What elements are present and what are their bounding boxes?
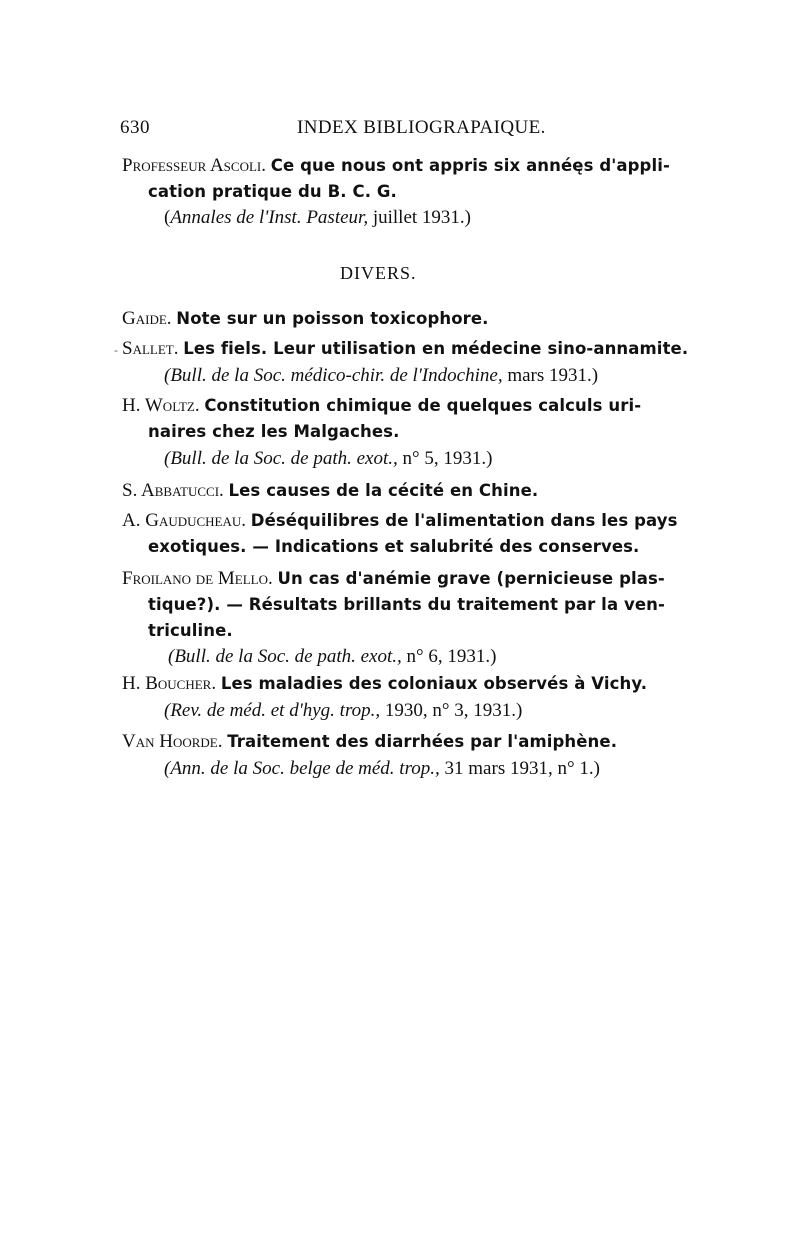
entry-author: Sallet. xyxy=(122,338,179,359)
entry-line xyxy=(122,479,538,503)
entry-citation: (Bull. de la Soc. de path. exot., n° 5, 1931.) xyxy=(164,448,493,469)
entry-citation: (Bull. de la Soc. médico-chir. de l'Indochine, mars 1931.) xyxy=(164,365,599,386)
entry-author: Froilano de Mello. xyxy=(122,568,273,589)
entry-line xyxy=(122,509,678,533)
entry-title-cont: naires chez les Malgaches. xyxy=(148,422,400,441)
section-heading: DIVERS. xyxy=(340,263,417,283)
entry-line xyxy=(148,593,665,617)
entry-title-cont: exotiques. — Indications et salubrité des conserves. xyxy=(148,537,640,556)
entry-author: A. Gauducheau. xyxy=(122,510,247,531)
entry-title: Un cas d'anémie grave (pernicieuse plas- xyxy=(277,569,665,588)
entry-line xyxy=(148,619,233,643)
entry-title: Ce que nous ont appris six annéęs d'appli- xyxy=(270,156,670,175)
entry-title: Les fiels. Leur utilisation en médecine sino-annamite. xyxy=(183,339,689,358)
page-number: 630 xyxy=(120,117,150,138)
entry-author: H. Boucher. xyxy=(122,673,217,694)
entry-title: Les maladies des coloniaux observés à Vichy. xyxy=(220,674,648,693)
entry-line xyxy=(148,535,639,559)
entry-line xyxy=(148,180,397,204)
entry-line xyxy=(148,420,399,444)
entry-line xyxy=(122,730,617,754)
entry-citation: (Annales de l'Inst. Pasteur, juillet 1931.) xyxy=(164,207,471,228)
entry-title: Déséquilibres de l'alimentation dans les pays xyxy=(250,511,678,530)
entry-title: Note sur un poisson toxicophore. xyxy=(176,309,489,328)
entry-author: Van Hoorde. xyxy=(122,731,223,752)
entry-line xyxy=(122,154,670,178)
entry-line xyxy=(122,394,641,418)
entry-line xyxy=(122,337,688,361)
running-title: INDEX BIBLIOGRAPAIQUE. xyxy=(297,117,546,138)
margin-mark: - xyxy=(114,343,118,357)
entry-line xyxy=(122,567,665,591)
entry-line xyxy=(122,307,489,331)
entry-title-cont: tique?). — Résultats brillants du traitement par la ven- xyxy=(148,595,665,614)
page-header xyxy=(120,117,680,143)
entry-citation: (Rev. de méd. et d'hyg. trop., 1930, n° 3, 1931.) xyxy=(164,700,523,721)
entry-title: Traitement des diarrhées par l'amiphène. xyxy=(227,732,618,751)
entry-author: Gaide. xyxy=(122,308,172,329)
entry-title: Constitution chimique de quelques calculs uri- xyxy=(204,396,642,415)
entry-line xyxy=(122,672,647,696)
entry-title: Les causes de la cécité en Chine. xyxy=(228,481,539,500)
entry-author: H. Woltz. xyxy=(122,395,200,416)
entry-author: Professeur Ascoli. xyxy=(122,155,266,176)
entry-citation: (Ann. de la Soc. belge de méd. trop., 31 mars 1931, n° 1.) xyxy=(164,758,600,779)
entry-title-cont: cation pratique du B. C. G. xyxy=(148,182,397,201)
entry-citation: (Bull. de la Soc. de path. exot., n° 6, 1931.) xyxy=(168,646,497,667)
entry-title-cont: triculine. xyxy=(148,621,233,640)
entry-author: S. Abbatucci. xyxy=(122,480,224,501)
